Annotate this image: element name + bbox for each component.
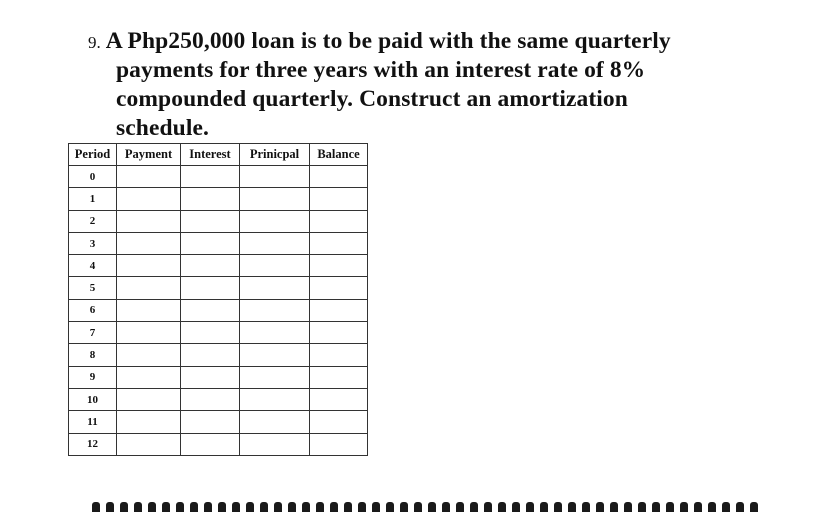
interest-cell [181,433,240,455]
balance-cell [310,344,368,366]
period-cell: 3 [69,232,117,254]
payment-cell [117,277,181,299]
payment-cell [117,433,181,455]
interest-cell [181,366,240,388]
problem-text [106,27,706,56]
interest-cell [181,255,240,277]
balance-cell [310,322,368,344]
table-row [69,210,368,232]
table-row [69,322,368,344]
principal-cell [240,388,310,410]
period-cell: 4 [69,255,117,277]
period-cell: 0 [69,166,117,188]
interest-cell [181,299,240,321]
principal-cell [240,322,310,344]
period-cell: 2 [69,210,117,232]
principal-cell [240,232,310,254]
interest-cell [181,210,240,232]
balance-cell [310,366,368,388]
header-interest: Interest [181,144,240,166]
table-header-row [69,144,368,166]
principal-cell [240,366,310,388]
balance-cell [310,299,368,321]
payment-cell [117,255,181,277]
interest-cell [181,388,240,410]
interest-cell [181,188,240,210]
payment-cell [117,411,181,433]
balance-cell [310,388,368,410]
interest-cell [181,322,240,344]
problem-line-2: payments for three years with an interest rate of 8% [116,57,646,83]
problem-line-1: A Php250,000 loan is to be paid with the same quarterly [105,28,671,54]
header-balance: Balance [310,144,368,166]
table-row [69,166,368,188]
header-period: Period [69,144,117,166]
interest-cell [181,344,240,366]
period-cell: 1 [69,188,117,210]
table-row [69,433,368,455]
principal-cell [240,277,310,299]
table-row [69,344,368,366]
table-row [69,411,368,433]
table-row [69,299,368,321]
amortization-table [68,143,368,456]
header-principal: Prinicpal [240,144,310,166]
interest-cell [181,232,240,254]
payment-cell [117,322,181,344]
table-row [69,388,368,410]
period-cell: 10 [69,388,117,410]
period-cell: 11 [69,411,117,433]
principal-cell [240,188,310,210]
principal-cell [240,255,310,277]
period-cell: 12 [69,433,117,455]
payment-cell [117,232,181,254]
payment-cell [117,366,181,388]
period-cell: 6 [69,299,117,321]
period-cell: 5 [69,277,117,299]
period-cell: 7 [69,322,117,344]
payment-cell [117,388,181,410]
table-row [69,277,368,299]
balance-cell [310,210,368,232]
principal-cell [240,344,310,366]
balance-cell [310,188,368,210]
principal-cell [240,166,310,188]
payment-cell [117,299,181,321]
period-cell: 8 [69,344,117,366]
problem-statement [88,27,788,143]
payment-cell [117,166,181,188]
interest-cell [181,166,240,188]
problem-line-3: compounded quarterly. Construct an amortization [116,86,628,112]
table-row [69,232,368,254]
balance-cell [310,277,368,299]
balance-cell [310,433,368,455]
next-problem-cutoff-text [92,500,772,512]
payment-cell [117,188,181,210]
interest-cell [181,277,240,299]
principal-cell [240,433,310,455]
balance-cell [310,232,368,254]
problem-continuation [88,56,716,143]
principal-cell [240,210,310,232]
table-row [69,366,368,388]
problem-line-4: schedule. [116,115,209,141]
table-body [69,166,368,456]
payment-cell [117,210,181,232]
balance-cell [310,411,368,433]
interest-cell [181,411,240,433]
period-cell: 9 [69,366,117,388]
principal-cell [240,299,310,321]
payment-cell [117,344,181,366]
problem-number: 9. [88,33,101,52]
table-row [69,255,368,277]
header-payment: Payment [117,144,181,166]
balance-cell [310,255,368,277]
table-row [69,188,368,210]
principal-cell [240,411,310,433]
balance-cell [310,166,368,188]
